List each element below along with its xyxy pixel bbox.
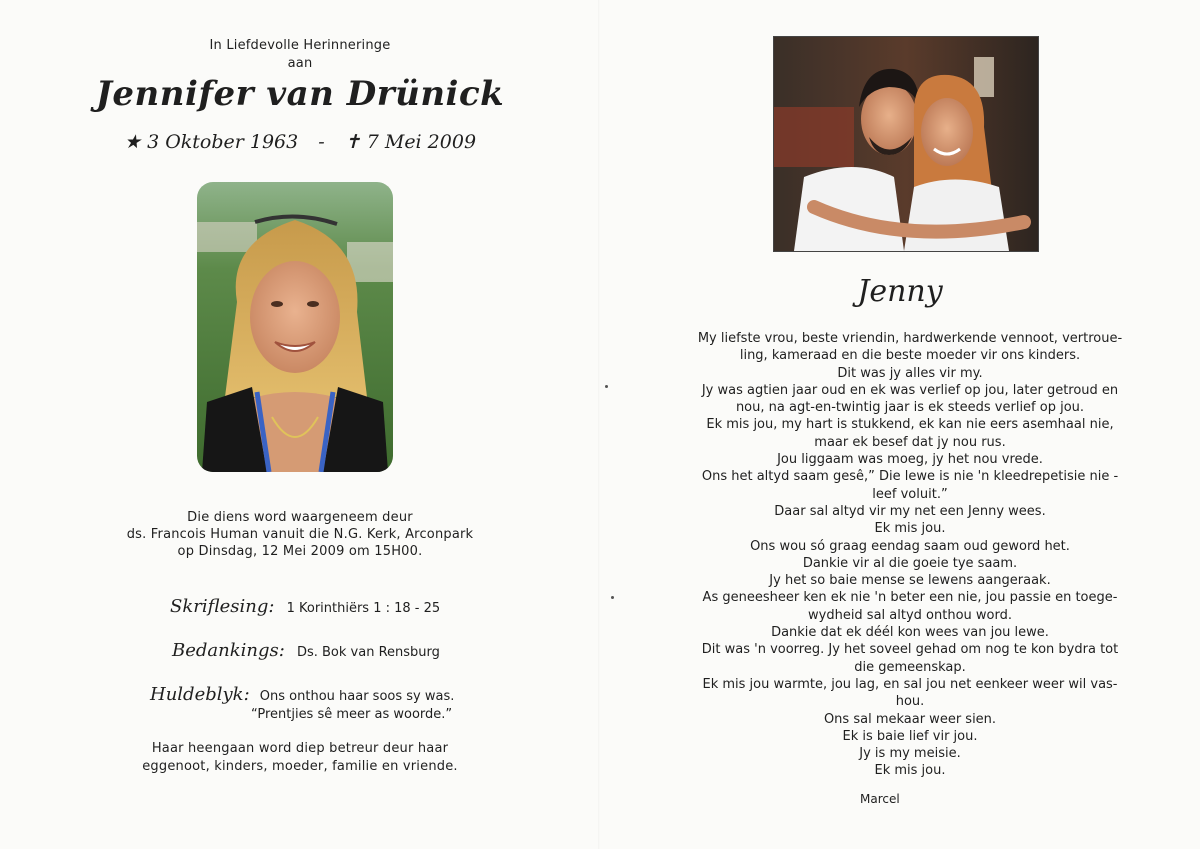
huldeblyk-row [150,684,454,705]
huldeblyk-label: Huldeblyk: [150,684,250,705]
poem-title: Jenny [857,274,943,309]
signature: Marcel [860,792,900,806]
poem-line: maar ek besef dat jy nou rus. [814,434,1006,450]
death-date: 7 Mei 2009 [366,131,477,153]
cross-icon: ✝ [344,131,361,153]
deceased-name: Jennifer van Drünick [95,74,505,114]
poem-body [660,330,1160,780]
poem-line: Ek mis jou. [874,763,946,779]
huldeblyk-line-2: “Prentjies sê meer as woorde.” [251,707,453,722]
life-dates [60,131,540,153]
poem-line: Ek is baie lief vir jou. [842,728,978,744]
service-line-2: ds. Francois Human vanuit die N.G. Kerk, Arconpark [126,527,474,542]
poem-line: Jou liggaam was moeg, jy het nou vrede. [777,452,1043,468]
poem-line: Ek mis jou warmte, jou lag, en sal jou net eenkeer weer wil vas- [702,676,1118,692]
skriflesing-row [170,596,440,617]
poem-line: Ek mis jou, my hart is stukkend, ek kan nie eers asemhaal nie, [706,417,1114,433]
intro-line: In Liefdevolle Herinneringe [209,38,391,53]
closing-line-1: Haar heengaan word diep betreur deur haar [151,741,449,756]
poem-line: ling, kameraad en die beste moeder vir ons kinders. [739,348,1081,364]
service-line-1: Die diens word waargeneem deur [187,510,413,525]
couple-image [774,37,1038,251]
portrait-image [197,182,393,472]
bedankings-value: Ds. Bok van Rensburg [296,645,440,660]
intro-line-2: aan [287,56,313,71]
star-icon: ★ [123,131,142,153]
poem-line: Dit was 'n voorreg. Jy het soveel gehad om nog te kon bydra tot [701,642,1119,658]
service-line-3: op Dinsdag, 12 Mei 2009 om 15H00. [177,544,423,559]
poem-line: Ons sal mekaar weer sien. [823,711,997,727]
bedankings-row [172,640,440,661]
poem-line: Dankie dat ek déél kon wees van jou lewe. [771,625,1049,641]
closing-line-2: eggenoot, kinders, moeder, familie en vriende. [142,759,458,774]
date-separator: - [318,131,325,153]
skriflesing-label: Skriflesing: [170,596,275,617]
portrait-photo [197,182,393,472]
poem-line: Jy was agtien jaar oud en ek was verlief op jou, later getroud en [701,382,1119,398]
poem-line: Jy is my meisie. [859,746,961,762]
poem-line: As geneesheer ken ek nie 'n beter een nie, jou passie en toege- [702,590,1118,606]
poem-line: Dankie vir al die goeie tye saam. [802,555,1018,571]
poem-line: Daar sal altyd vir my net een Jenny wees. [774,503,1046,519]
poem-line: Dit was jy alles vir my. [837,365,983,381]
birth-date: 3 Oktober 1963 [147,131,299,153]
paper-speck [605,385,608,388]
poem-line: hou. [895,694,925,710]
bedankings-label: Bedankings: [172,640,285,661]
paper-speck [611,596,614,599]
couple-photo [773,36,1039,252]
poem-line: Ons wou só graag eendag saam oud geword het. [750,538,1070,554]
poem-line: Ons het altyd saam gesê,” Die lewe is nie 'n kleedrepetisie nie - [701,469,1119,485]
poem-line: leef voluit.” [872,486,948,502]
poem-line: wydheid sal altyd onthou word. [808,607,1012,623]
skriflesing-value: 1 Korinthiërs 1 : 18 - 25 [286,601,441,616]
poem-line: Ek mis jou. [874,521,946,537]
poem-line: nou, na agt-en-twintig jaar is ek steeds verlief op jou. [735,400,1085,416]
huldeblyk-line-1: Ons onthou haar soos sy was. [259,689,455,704]
poem-line: Jy het so baie mense se lewens aangeraak. [769,573,1051,589]
poem-line: die gemeenskap. [854,659,966,675]
poem-line: My liefste vrou, beste vriendin, hardwerkende vennoot, vertroue- [697,331,1123,346]
